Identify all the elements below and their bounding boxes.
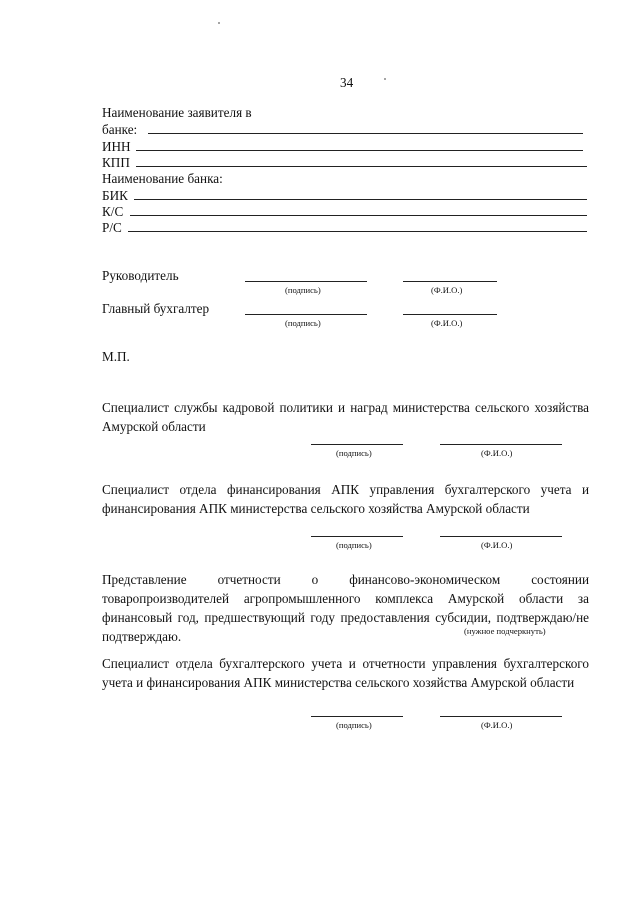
accounting-specialist-text: Специалист отдела бухгалтерского учета и отчетности управления бухгалтерского учета и финансирования АПК министерства сельского хозяйства Амурской области [102, 656, 589, 690]
applicant-name-field-line[interactable] [148, 133, 583, 134]
hr-specialist-text: Специалист службы кадровой политики и наград министерства сельского хозяйства Амурской области [102, 400, 589, 434]
finance-fio-caption: (Ф.И.О.) [481, 540, 513, 550]
chief-accountant-label: Главный бухгалтер [102, 301, 210, 316]
head-fio-caption: (Ф.И.О.) [431, 285, 463, 295]
rs-field-line[interactable] [128, 231, 587, 232]
bik-label: БИК [102, 188, 128, 203]
ks-field-line[interactable] [130, 215, 587, 216]
chief-accountant-fio-caption: (Ф.И.О.) [431, 318, 463, 328]
scan-speck [218, 22, 220, 24]
applicant-bank-label: банке: [102, 122, 138, 137]
hr-fio-line[interactable] [440, 444, 562, 445]
underline-note: (нужное подчеркнуть) [464, 626, 546, 636]
head-label: Руководитель [102, 268, 179, 283]
finance-fio-line[interactable] [440, 536, 562, 537]
kpp-label: КПП [102, 155, 130, 170]
bank-name-label: Наименование банка: [102, 171, 223, 186]
hr-signature-line[interactable] [311, 444, 403, 445]
accounting-signature-caption: (подпись) [336, 720, 372, 730]
bik-field-line[interactable] [134, 199, 587, 200]
applicant-name-label: Наименование заявителя в [102, 105, 252, 120]
hr-fio-caption: (Ф.И.О.) [481, 448, 513, 458]
finance-specialist-text: Специалист отдела финансирования АПК управления бухгалтерского учета и финансирования АПК министерства сельского хозяйства Амурской области [102, 482, 589, 516]
finance-signature-line[interactable] [311, 536, 403, 537]
accounting-fio-caption: (Ф.И.О.) [481, 720, 513, 730]
page-number: 34 [340, 75, 354, 90]
inn-field-line[interactable] [136, 150, 583, 151]
ks-label: К/С [102, 204, 124, 219]
stamp-label: М.П. [102, 349, 130, 364]
finance-signature-caption: (подпись) [336, 540, 372, 550]
kpp-field-line[interactable] [136, 166, 587, 167]
inn-label: ИНН [102, 139, 131, 154]
reporting-statement-text: Представление отчетности о финансово-экономическом состоянии товаропроизводителей агропромышленного комплекса Амурской области за финансовый год, предшествующий году предоставления субсидии, подтверждаю/не подтверждаю. [102, 572, 589, 644]
accounting-fio-line[interactable] [440, 716, 562, 717]
head-fio-line[interactable] [403, 281, 497, 282]
head-signature-line[interactable] [245, 281, 367, 282]
scan-speck [384, 78, 386, 80]
chief-accountant-fio-line[interactable] [403, 314, 497, 315]
chief-accountant-signature-caption: (подпись) [285, 318, 321, 328]
chief-accountant-signature-line[interactable] [245, 314, 367, 315]
head-signature-caption: (подпись) [285, 285, 321, 295]
hr-signature-caption: (подпись) [336, 448, 372, 458]
accounting-signature-line[interactable] [311, 716, 403, 717]
rs-label: Р/С [102, 220, 122, 235]
